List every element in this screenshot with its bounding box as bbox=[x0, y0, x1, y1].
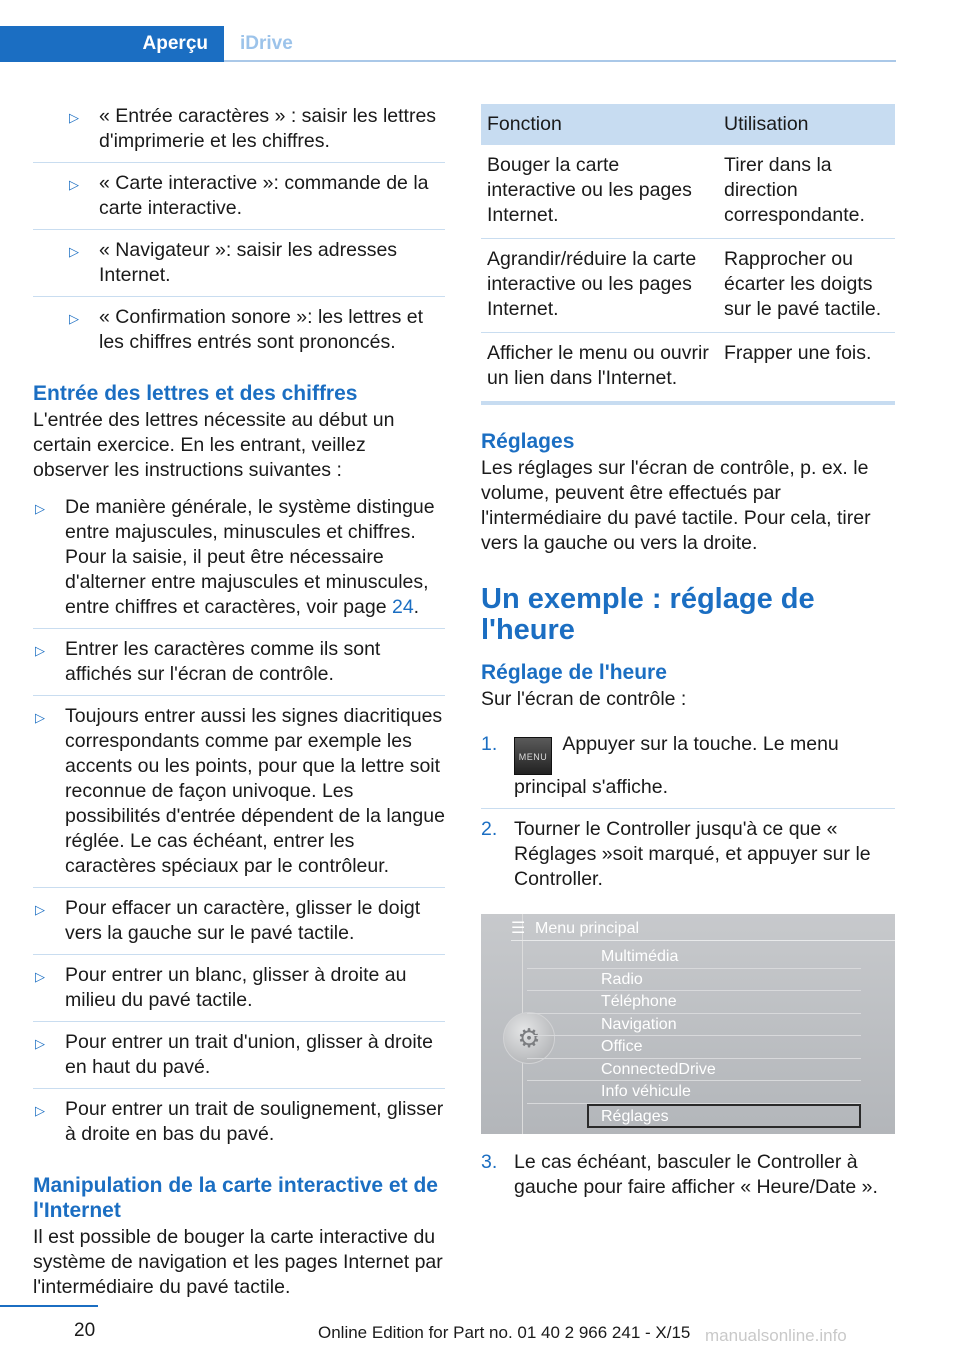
screen-menu-item-selected: Réglages bbox=[587, 1104, 861, 1128]
subsection-intro: Sur l'écran de contrôle : bbox=[481, 688, 687, 710]
list-item: ▷ « Carte interactive »: commande de la carte interactive. bbox=[33, 171, 445, 230]
list-item: ▷ Pour effacer un caractère, glisser le doigt vers la gauche sur le pavé tactile. bbox=[33, 896, 445, 955]
section-text: Les réglages sur l'écran de contrôle, p. ex. le volume, peuvent être effectués par l'intermédiaire du pavé tactile. Pour cela, tirer vers la gauche ou vers la droite. bbox=[481, 457, 871, 554]
idrive-screen-image bbox=[481, 914, 895, 1134]
screen-menu-item: Info véhicule bbox=[527, 1081, 861, 1104]
triangle-bullet-icon: ▷ bbox=[35, 902, 45, 917]
triangle-bullet-icon: ▷ bbox=[35, 710, 45, 725]
table-cell: Frapper une fois. bbox=[718, 333, 895, 404]
screen-menu bbox=[527, 946, 861, 1128]
function-table bbox=[481, 104, 895, 405]
screen-menu-item: Radio bbox=[527, 969, 861, 992]
triangle-bullet-icon: ▷ bbox=[35, 501, 45, 516]
list-item: ▷ Toujours entrer aussi les signes diacritiques correspondants comme par exemple les accents ou les points, pour que la lettre soit reconnue de façon univoque. Les possibilités d'entrée dépendent de la langue réglée. Le cas échéant, entrer les caractères spéciaux par le contrôleur. bbox=[33, 704, 445, 888]
subsection-title: Réglage de l'heure bbox=[481, 661, 667, 684]
list-item: ▷ Pour entrer un blanc, glisser à droite au milieu du pavé tactile. bbox=[33, 963, 445, 1022]
table-cell: Bouger la carte interactive ou les pages Internet. bbox=[481, 145, 718, 239]
triangle-bullet-icon: ▷ bbox=[69, 177, 79, 192]
table-row bbox=[481, 239, 895, 333]
step-number: 1. bbox=[481, 733, 498, 755]
list-item: ▷ « Entrée caractères » : saisir les lettres d'imprimerie et les chiffres. bbox=[33, 104, 445, 163]
table-cell: Agrandir/réduire la carte interactive ou les pages Internet. bbox=[481, 239, 718, 333]
table-cell: Tirer dans la direction correspondante. bbox=[718, 145, 895, 239]
section-text: Il est possible de bouger la carte interactive du système de navigation et les pages Internet par l'intermédiaire du pavé tactile. bbox=[33, 1226, 443, 1298]
page-number: 20 bbox=[74, 1320, 96, 1341]
watermark: manualsonline.info bbox=[705, 1326, 847, 1345]
section-title-example: Un exemple : réglage de l'heure bbox=[481, 583, 815, 646]
table-row bbox=[481, 145, 895, 239]
list-item: 3. Le cas échéant, basculer le Controller à gauche pour faire afficher « Heure/Date ». bbox=[481, 1151, 878, 1198]
tab-idrive[interactable]: iDrive bbox=[240, 33, 293, 54]
section-title-reglages: Réglages bbox=[481, 430, 575, 453]
input-mode-list bbox=[33, 104, 445, 363]
instructions-list bbox=[33, 495, 445, 1155]
table-cell: Rapprocher ou écarter les doigts sur le pavé tactile. bbox=[718, 239, 895, 333]
list-item: ▷ « Confirmation sonore »: les lettres et les chiffres entrés sont prononcés. bbox=[69, 306, 424, 353]
right-column bbox=[481, 104, 895, 1216]
triangle-bullet-icon: ▷ bbox=[69, 311, 79, 326]
steps-list-continued bbox=[481, 1150, 895, 1208]
triangle-bullet-icon: ▷ bbox=[69, 110, 79, 125]
table-header: Utilisation bbox=[718, 104, 895, 145]
left-column bbox=[33, 104, 445, 1312]
tab-apercu[interactable]: Aperçu bbox=[0, 26, 224, 62]
footer-rule bbox=[0, 1305, 98, 1307]
screen-menu-item: Office bbox=[527, 1036, 861, 1059]
list-item: ▷ De manière générale, le système distingue entre majuscules, minuscules et chiffres. Pour la saisie, il peut être nécessaire d'alterner entre majuscules et minuscules, entre chiffres et caractères, voir page 24. bbox=[33, 495, 445, 629]
screen-menu-item: Multimédia bbox=[527, 946, 861, 969]
list-item: ▷ Pour entrer un trait d'union, glisser à droite en haut du pavé. bbox=[33, 1030, 445, 1089]
triangle-bullet-icon: ▷ bbox=[35, 969, 45, 984]
screen-menu-item: Téléphone bbox=[527, 991, 861, 1014]
list-item: ▷ « Navigateur »: saisir les adresses Internet. bbox=[33, 238, 445, 297]
list-item: ▷ Entrer les caractères comme ils sont affichés sur l'écran de contrôle. bbox=[33, 637, 445, 696]
triangle-bullet-icon: ▷ bbox=[35, 1036, 45, 1051]
step-number: 3. bbox=[481, 1151, 498, 1173]
screen-menu-item: Navigation bbox=[527, 1014, 861, 1037]
table-header-row bbox=[481, 104, 895, 145]
list-item: 2. Tourner le Controller jusqu'à ce que « Réglages »soit marqué, et appuyer sur le Controller. bbox=[481, 818, 871, 890]
menu-button-icon: MENU bbox=[514, 737, 552, 775]
table-header: Fonction bbox=[481, 104, 718, 145]
steps-list bbox=[481, 732, 895, 900]
triangle-bullet-icon: ▷ bbox=[69, 244, 79, 259]
section-title-letters: Entrée des lettres et des chiffres bbox=[33, 382, 358, 405]
screen-title: ☰ Menu principal bbox=[511, 919, 895, 941]
settings-gear-icon: ⚙ bbox=[503, 1012, 555, 1064]
table-row bbox=[481, 333, 895, 404]
list-icon: ☰ bbox=[511, 920, 526, 937]
section-intro: L'entrée des lettres nécessite au début un certain exercice. En les entrant, veillez observer les instructions suivantes : bbox=[33, 409, 395, 481]
table-cell: Afficher le menu ou ouvrir un lien dans l'Internet. bbox=[481, 333, 718, 404]
section-title-map: Manipulation de la carte interactive et de l'Internet bbox=[33, 1174, 438, 1222]
list-item: 1. MENU Appuyer sur la touche. Le menu principal s'affiche. bbox=[481, 732, 895, 809]
edition-note: Online Edition for Part no. 01 40 2 966 241 - X/15 bbox=[318, 1323, 691, 1342]
list-item: ▷ Pour entrer un trait de soulignement, glisser à droite en bas du pavé. bbox=[35, 1098, 444, 1145]
step-number: 2. bbox=[481, 818, 498, 840]
chapter-header bbox=[0, 26, 896, 62]
page-link[interactable]: 24 bbox=[391, 596, 414, 618]
triangle-bullet-icon: ▷ bbox=[35, 643, 45, 658]
triangle-bullet-icon: ▷ bbox=[35, 1103, 45, 1118]
screen-menu-item: ConnectedDrive bbox=[527, 1059, 861, 1082]
